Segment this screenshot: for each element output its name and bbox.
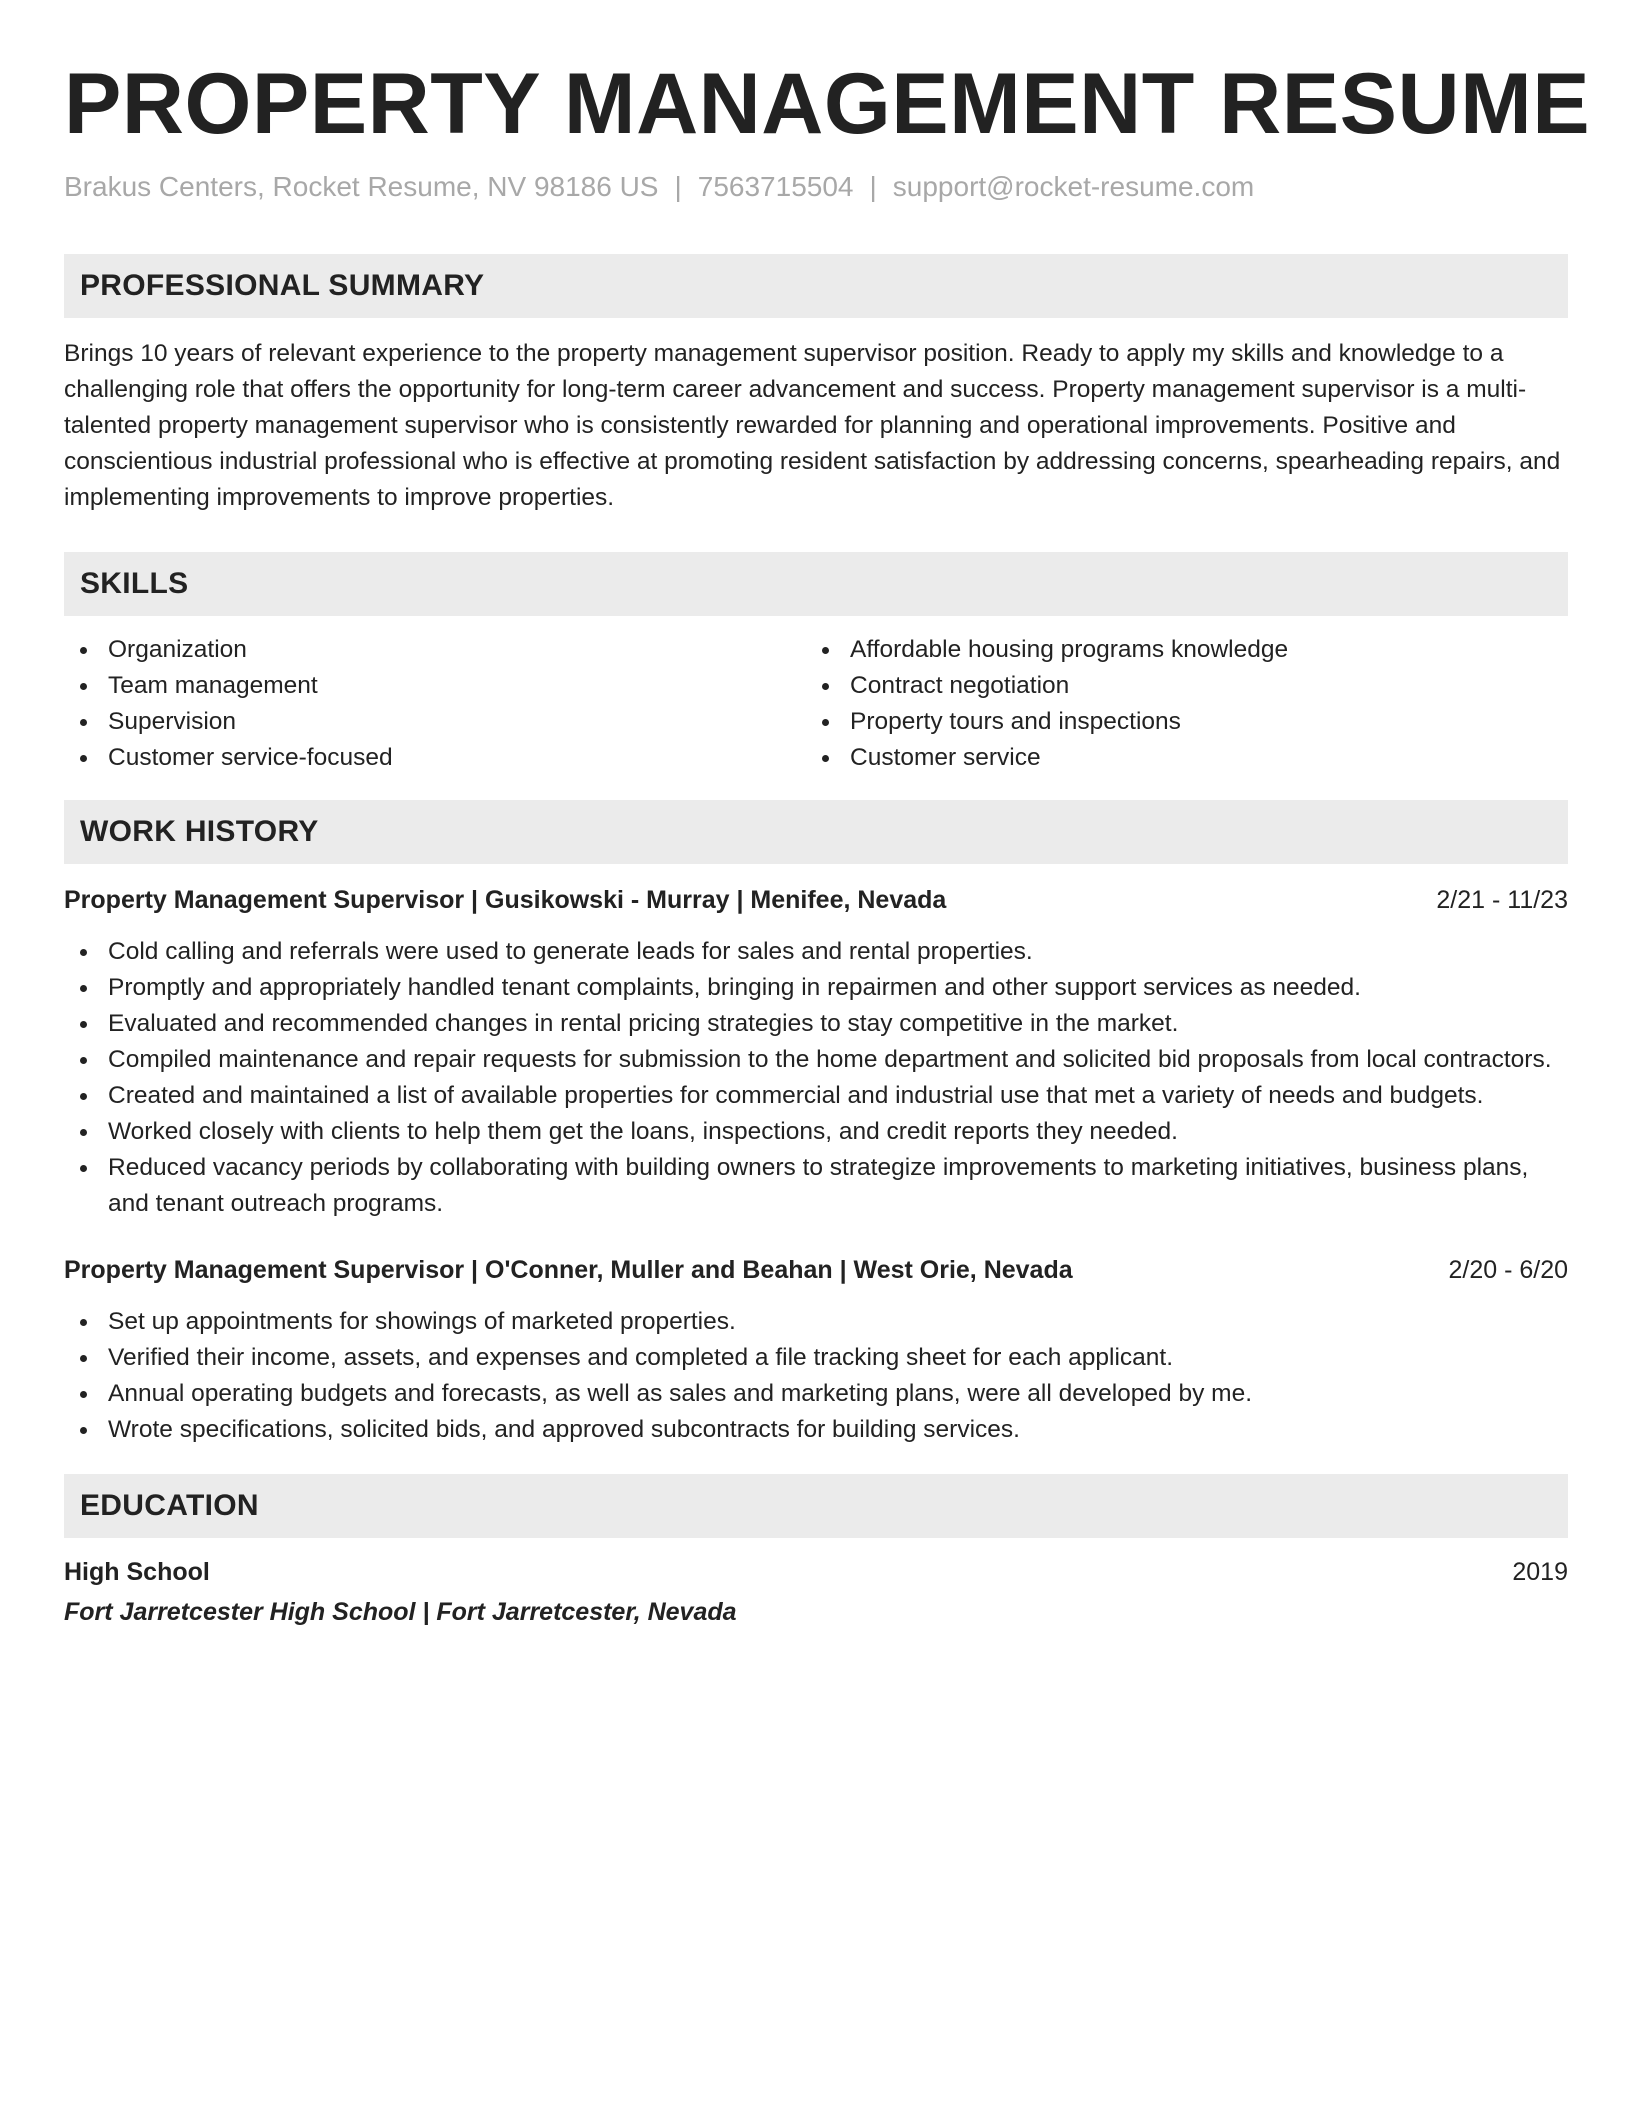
contact-phone: 7563715504 xyxy=(697,171,854,202)
section-header-summary: PROFESSIONAL SUMMARY xyxy=(64,254,1568,318)
section-header-work-history: WORK HISTORY xyxy=(64,800,1568,864)
job-bullet: Evaluated and recommended changes in rental pricing strategies to stay competitive in the market. xyxy=(64,1006,1568,1042)
skill-item: Supervision xyxy=(64,704,806,740)
skill-item: Organization xyxy=(64,632,806,668)
job-bullet: Created and maintained a list of available properties for commercial and industrial use that met a variety of needs and budgets. xyxy=(64,1078,1568,1114)
job-bullet: Verified their income, assets, and expenses and completed a file tracking sheet for each applicant. xyxy=(64,1340,1568,1376)
job-bullet: Annual operating budgets and forecasts, as well as sales and marketing plans, were all developed by me. xyxy=(64,1376,1568,1412)
job-entry xyxy=(64,882,1568,1222)
skills-list-right xyxy=(806,632,1548,776)
contact-separator: | xyxy=(674,171,682,202)
job-title: Property Management Supervisor | O'Conner, Muller and Beahan | West Orie, Nevada xyxy=(64,1256,1073,1284)
section-header-skills: SKILLS xyxy=(64,552,1568,616)
job-bullet: Reduced vacancy periods by collaborating with building owners to strategize improvements to marketing initiatives, business plans, and tenant outreach programs. xyxy=(64,1150,1568,1222)
contact-address: Brakus Centers, Rocket Resume, NV 98186 US xyxy=(64,171,659,202)
contact-email: support@rocket-resume.com xyxy=(892,171,1255,202)
job-dates: 2/21 - 11/23 xyxy=(1436,886,1568,914)
job-header xyxy=(64,882,1568,918)
skill-item: Property tours and inspections xyxy=(806,704,1548,740)
contact-separator: | xyxy=(869,171,877,202)
education-header xyxy=(64,1554,1568,1590)
skills-list-left xyxy=(64,632,806,776)
skill-item: Customer service xyxy=(806,740,1548,776)
job-bullet: Compiled maintenance and repair requests for submission to the home department and solicited bid proposals from local contractors. xyxy=(64,1042,1568,1078)
job-title: Property Management Supervisor | Gusikowski - Murray | Menifee, Nevada xyxy=(64,886,947,914)
job-bullet: Wrote specifications, solicited bids, and approved subcontracts for building services. xyxy=(64,1412,1568,1448)
section-header-education: EDUCATION xyxy=(64,1474,1568,1538)
skills-columns xyxy=(64,632,1568,776)
summary-text: Brings 10 years of relevant experience to the property management supervisor position. Ready to apply my skills and knowledge to a challenging role that offers the opportunity for long-term career advancement and success. Property management supervisor is a multi-talented property management supervisor who is consistently rewarded for planning and operational improvements. Positive and conscientious industrial professional who is effective at promoting resident satisfaction by addressing concerns, spearheading repairs, and implementing improvements to improve properties. xyxy=(64,340,1561,511)
job-entry xyxy=(64,1252,1568,1448)
job-bullet: Set up appointments for showings of marketed properties. xyxy=(64,1304,1568,1340)
contact-line xyxy=(64,170,1568,204)
skill-item: Contract negotiation xyxy=(806,668,1548,704)
job-bullet: Worked closely with clients to help them get the loans, inspections, and credit reports they needed. xyxy=(64,1114,1568,1150)
job-header xyxy=(64,1252,1568,1288)
education-degree: High School xyxy=(64,1558,210,1586)
job-bullets xyxy=(64,934,1568,1222)
skill-item: Team management xyxy=(64,668,806,704)
education-entry xyxy=(64,1554,1568,1630)
job-bullets xyxy=(64,1304,1568,1448)
education-year: 2019 xyxy=(1512,1558,1568,1586)
resume-title: PROPERTY MANAGEMENT RESUME xyxy=(64,56,1591,152)
skill-item: Customer service-focused xyxy=(64,740,806,776)
job-dates: 2/20 - 6/20 xyxy=(1448,1256,1568,1284)
job-bullet: Cold calling and referrals were used to generate leads for sales and rental properties. xyxy=(64,934,1568,970)
education-school: Fort Jarretcester High School | Fort Jarretcester, Nevada xyxy=(64,1598,737,1626)
skill-item: Affordable housing programs knowledge xyxy=(806,632,1548,668)
job-bullet: Promptly and appropriately handled tenant complaints, bringing in repairmen and other support services as needed. xyxy=(64,970,1568,1006)
